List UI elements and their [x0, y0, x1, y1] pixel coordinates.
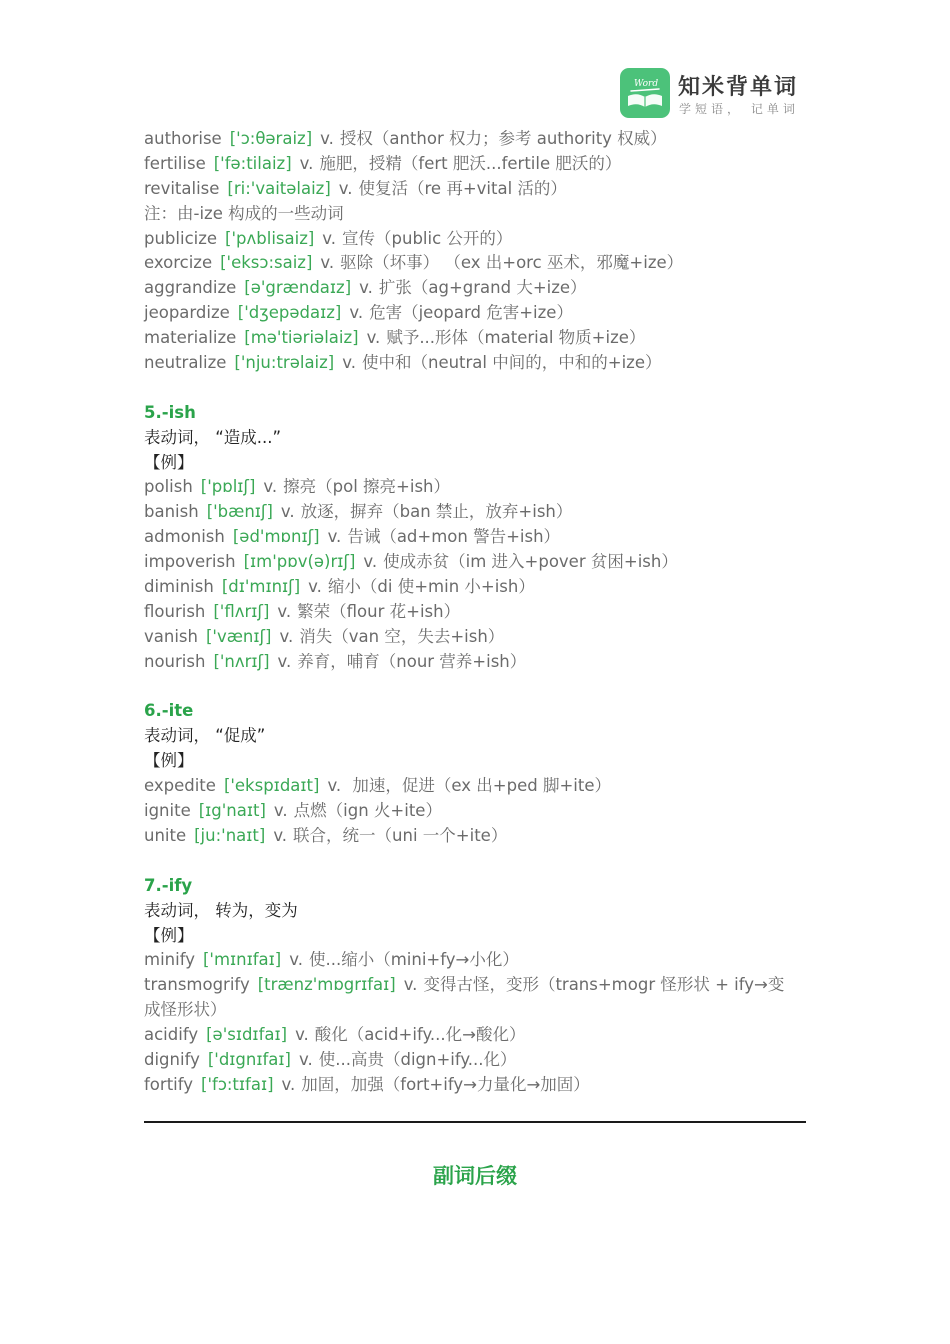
entry-meaning: 危害（jeopard 危害+ize）: [369, 303, 573, 323]
entry-pos: v.: [280, 502, 295, 522]
document-body: [144, 127, 824, 1098]
entry-ipa: [ə'sɪdɪfaɪ]: [206, 1025, 288, 1045]
entry-word: dignify: [144, 1049, 200, 1069]
suffix-section-ite: [144, 699, 824, 848]
entry-word: minify: [144, 950, 195, 970]
entry-ipa: [ɪg'naɪt]: [198, 801, 266, 821]
entry-ipa: ['nju:trəlaiz]: [234, 353, 335, 373]
ize-note: 注：由-ize 构成的一些动词: [144, 203, 344, 223]
entry-pos: v.: [320, 129, 334, 148]
section-description: 表动词， “造成...”: [144, 427, 282, 447]
entry-word: fertilise: [144, 153, 206, 173]
entry-pos: v.: [359, 278, 373, 298]
entry-word: expedite: [144, 776, 216, 796]
word-entry: [144, 227, 824, 252]
entry-pos: v.: [263, 477, 278, 497]
entry-ipa: ['nʌrɪʃ]: [213, 651, 270, 671]
entry-meaning: 驱除（坏事） （ex 出+orc 巫术，邪魔+ize）: [340, 253, 684, 273]
word-entry: [144, 251, 824, 276]
entry-word: aggrandize: [144, 278, 237, 298]
entry-meaning: 扩张（ag+grand 大+ize）: [378, 278, 587, 298]
next-section-title: 副词后缀: [433, 1164, 517, 1188]
entry-word: ignite: [144, 801, 191, 821]
entry-ipa: ['pʌblisaiz]: [225, 228, 315, 248]
brand-icon-text: Word: [634, 79, 659, 89]
intro-entries: [144, 127, 824, 202]
entry-meaning: 施肥，授精（fert 肥沃...fertile 肥沃的）: [319, 153, 622, 173]
entry-pos: v.: [299, 1049, 313, 1069]
suffix-section-ify: [144, 874, 824, 1098]
entry-ipa: ['ekspɪdaɪt]: [223, 776, 320, 796]
entry-ipa: ['vænɪʃ]: [205, 626, 272, 646]
entry-pos: v.: [322, 228, 337, 248]
spacer: [144, 675, 824, 700]
entry-ipa: ['dɪgnɪfaɪ]: [207, 1049, 291, 1069]
entry-meaning: 授权（anthor 权力；参考 authority 权威）: [339, 129, 667, 148]
entry-ipa: ['fə:tilaiz]: [213, 153, 292, 173]
entry-meaning: 加速，促进（ex 出+ped 脚+ite）: [347, 776, 612, 796]
word-entry: [144, 774, 824, 799]
entry-pos: v.: [273, 801, 288, 821]
section-heading: 6.-ite: [144, 701, 194, 721]
spacer: [144, 376, 824, 401]
example-label: 【例】: [144, 751, 194, 771]
entry-meaning: 使成赤贫（im 进入+pover 贫困+ish）: [383, 552, 678, 572]
entry-meaning: 赋予...形体（material 物质+ize）: [386, 328, 646, 348]
entry-ipa: [ri:'vaitəlaiz]: [227, 178, 331, 198]
entry-word: fortify: [144, 1074, 194, 1094]
example-label: 【例】: [144, 452, 194, 472]
entry-ipa: ['ɔ:θəraiz]: [229, 129, 313, 148]
entry-word: jeopardize: [144, 303, 230, 323]
entry-meaning: 联合，统一（uni 一个+ite）: [293, 825, 508, 845]
brand-tagline: 学短语， 记单词: [679, 102, 799, 116]
entry-ipa: ['flʌrɪʃ]: [213, 601, 270, 621]
word-entry: [144, 650, 824, 675]
entry-meaning: 缩小（di 使+min 小+ish）: [327, 577, 535, 597]
entry-word: revitalise: [144, 178, 220, 198]
entry-ipa: ['mɪnɪfaɪ]: [202, 950, 282, 970]
entry-pos: v.: [342, 353, 356, 373]
entry-meaning: 放逐，摒弃（ban 禁止，放弃+ish）: [300, 502, 573, 522]
entry-word: diminish: [144, 577, 214, 597]
word-entry: [144, 127, 824, 152]
entry-pos: v.: [366, 328, 381, 348]
entry-meaning: 消失（van 空，失去+ish）: [299, 626, 505, 646]
entry-ipa: [ɪm'pɒv(ə)rɪʃ]: [243, 552, 356, 572]
entry-ipa: ['eksɔ:saiz]: [220, 253, 313, 273]
word-entry: [144, 1073, 824, 1098]
entry-meaning: 使...缩小（mini+fy→小化）: [308, 950, 519, 970]
word-entry: [144, 550, 824, 575]
entry-ipa: ['dʒepədaɪz]: [237, 303, 342, 323]
entry-pos: v.: [273, 825, 288, 845]
entry-meaning: 宣传（public 公开的）: [342, 228, 513, 248]
entry-pos: v.: [327, 527, 342, 547]
entry-word: vanish: [144, 626, 198, 646]
word-entry: [144, 973, 794, 1023]
entry-word: polish: [144, 477, 193, 497]
entry-ipa: [dɪ'mɪnɪʃ]: [221, 577, 301, 597]
word-entry: [144, 301, 824, 326]
word-entry: [144, 1023, 824, 1048]
entry-word: publicize: [144, 228, 218, 248]
entry-ipa: [ju:'naɪt]: [194, 825, 266, 845]
entry-pos: v.: [338, 178, 353, 198]
word-entry: [144, 799, 824, 824]
section-heading: 7.-ify: [144, 875, 193, 895]
entry-pos: v.: [320, 253, 335, 273]
entry-meaning: 使中和（neutral 中间的，中和的+ize）: [361, 353, 662, 373]
spacer: [144, 849, 824, 874]
entry-word: transmogrify: [144, 975, 250, 995]
entry-pos: v.: [289, 950, 303, 970]
word-entry: [144, 1048, 824, 1073]
entry-pos: v.: [279, 626, 294, 646]
section-description: 表动词， “促成”: [144, 726, 266, 746]
word-entry: [144, 326, 824, 351]
entry-meaning: 点燃（ign 火+ite）: [293, 801, 442, 821]
entry-pos: v.: [327, 776, 342, 796]
entry-word: neutralize: [144, 353, 227, 373]
word-entry: [144, 152, 824, 177]
entry-pos: v.: [277, 651, 292, 671]
entry-meaning: 使...高贵（dign+ify...化）: [318, 1049, 517, 1069]
section-description: 表动词， 转为，变为: [144, 900, 298, 920]
entry-word: nourish: [144, 651, 206, 671]
word-entry: [144, 600, 824, 625]
entry-ipa: ['pɒlɪʃ]: [200, 477, 256, 497]
word-entry: [144, 276, 824, 301]
example-label: 【例】: [144, 925, 194, 945]
entry-word: banish: [144, 502, 199, 522]
entry-pos: v.: [299, 153, 314, 173]
entry-word: acidify: [144, 1025, 199, 1045]
entry-word: unite: [144, 825, 187, 845]
entry-ipa: [trænz'mɒgrɪfaɪ]: [257, 975, 396, 995]
entry-ipa: ['bænɪʃ]: [206, 502, 273, 522]
entry-meaning: 告诫（ad+mon 警告+ish）: [347, 527, 561, 547]
section-heading: 5.-ish: [144, 402, 196, 422]
word-entry: [144, 625, 824, 650]
word-entry: [144, 575, 824, 600]
entry-word: impoverish: [144, 552, 236, 572]
entry-ipa: [mə'tiəriəlaiz]: [244, 328, 359, 348]
entry-pos: v.: [403, 975, 418, 995]
entry-ipa: ['fɔ:tɪfaɪ]: [201, 1074, 274, 1094]
brand-logo: [620, 68, 810, 120]
word-entry: [144, 525, 824, 550]
entry-meaning: 擦亮（pol 擦亮+ish）: [283, 477, 451, 497]
brand-name: 知米背单词: [678, 75, 799, 100]
entry-meaning: 酸化（acid+ify...化→酸化）: [314, 1025, 526, 1045]
entry-meaning: 繁荣（flour 花+ish）: [297, 601, 461, 621]
suffix-section-ish: [144, 401, 824, 675]
entry-meaning: 使复活（re 再+vital 活的）: [358, 178, 567, 198]
word-entry: [144, 824, 824, 849]
entry-word: authorise: [144, 129, 222, 148]
entry-ipa: [əd'mɒnɪʃ]: [232, 527, 320, 547]
ize-entries: [144, 227, 824, 376]
entry-word: admonish: [144, 527, 225, 547]
entry-meaning: 养育，哺育（nour 营养+ish）: [297, 651, 527, 671]
entry-pos: v.: [363, 552, 378, 572]
entry-meaning: 加固，加强（fort+ify→力量化→加固）: [301, 1074, 590, 1094]
word-entry: [144, 500, 824, 525]
word-entry: [144, 475, 824, 500]
entry-word: flourish: [144, 601, 206, 621]
entry-ipa: [ə'grændaɪz]: [244, 278, 352, 298]
horizontal-divider: [144, 1121, 806, 1123]
entry-pos: v.: [277, 601, 292, 621]
entry-pos: v.: [308, 577, 322, 597]
entry-meaning: 变得古怪，变形（trans+mogr 怪形状 + ify→变成怪形状）: [144, 975, 785, 1020]
entry-pos: v.: [281, 1074, 296, 1094]
word-entry: [144, 948, 824, 973]
book-icon: [620, 68, 670, 118]
entry-pos: v.: [349, 303, 364, 323]
entry-word: exorcize: [144, 253, 213, 273]
entry-pos: v.: [295, 1025, 309, 1045]
entry-word: materialize: [144, 328, 237, 348]
word-entry: [144, 351, 824, 376]
word-entry: [144, 177, 824, 202]
